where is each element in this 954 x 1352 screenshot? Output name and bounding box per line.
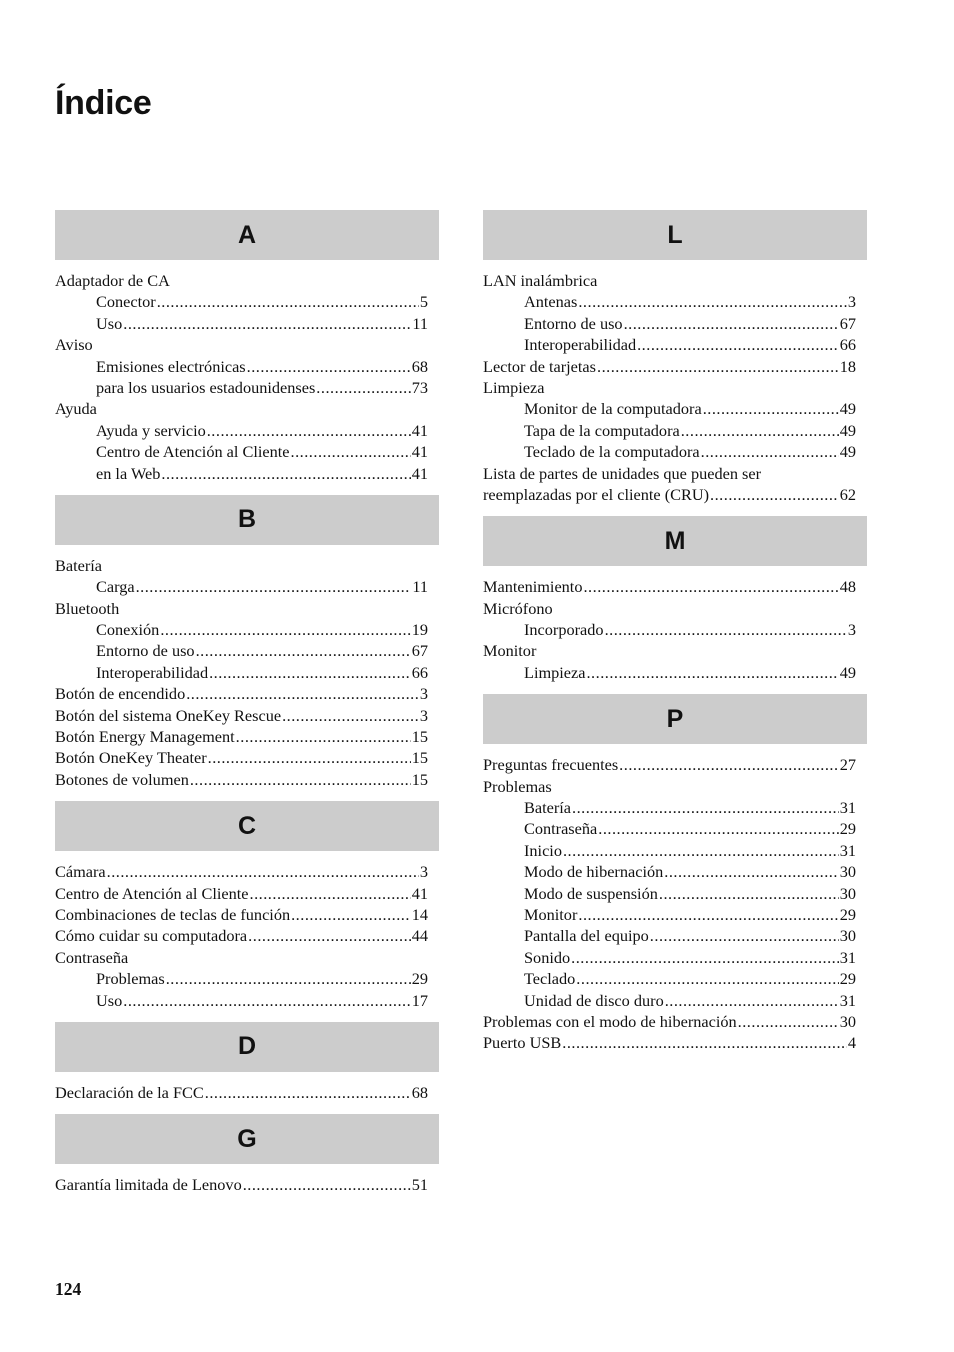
index-subentry: Sonido ..... 31 [483,947,856,968]
index-entry: Aviso [55,335,93,355]
entry-list-a [55,260,428,495]
index-entry-continuation: reemplazadas por el cliente (CRU) ..... 62 [483,484,856,505]
index-subentry: Uso ..... 17 [55,990,428,1011]
index-section-g [55,1114,439,1206]
index-subentry: Modo de suspensión ..... 30 [483,883,856,904]
section-header-d: D [55,1022,439,1072]
index-subentry: Limpieza ..... 49 [483,662,856,683]
index-subentry: Interoperabilidad ..... 66 [55,662,428,683]
index-entry: Bluetooth [55,598,120,618]
index-entry: Preguntas frecuentes ..... 27 [483,754,856,775]
index-subentry: Unidad de disco duro ..... 31 [483,990,856,1011]
index-subentry: Emisiones electrónicas ..... 68 [55,356,428,377]
section-header-a: A [55,210,439,260]
index-entry: Micrófono [483,598,553,618]
index-subentry: Teclado de la computadora ..... 49 [483,441,856,462]
index-column-right [483,210,867,1065]
index-subentry: Pantalla del equipo ..... 30 [483,925,856,946]
index-subentry: Entorno de uso ..... 67 [483,313,856,334]
index-section-p [483,694,867,1064]
index-entry: Mantenimiento ..... 48 [483,576,856,597]
page-number: 124 [55,1279,82,1299]
entry-list-b [55,545,428,801]
index-subentry: Antenas ..... 3 [483,291,856,312]
section-header-p: P [483,694,867,744]
index-subentry: Tapa de la computadora ..... 49 [483,420,856,441]
index-entry: Botón Energy Management ..... 15 [55,726,428,747]
section-header-m: M [483,516,867,566]
index-subentry: Batería ..... 31 [483,797,856,818]
index-subentry: Monitor ..... 29 [483,904,856,925]
index-entry: LAN inalámbrica [483,271,598,290]
index-section-m [483,516,867,694]
index-subentry: Conector ..... 5 [55,291,428,312]
index-entry: Lista de partes de unidades que pueden ser [483,463,762,483]
index-subentry: Conexión ..... 19 [55,619,428,640]
entry-list-c [55,851,428,1022]
index-subentry: para los usuarios estadounidenses ..... 73 [55,377,428,398]
section-header-l: L [483,210,867,260]
index-section-b [55,495,439,801]
index-subentry: Uso ..... 11 [55,313,428,334]
entry-list-g [55,1164,428,1206]
index-subentry: en la Web ..... 41 [55,463,428,484]
index-entry: Centro de Atención al Cliente ..... 41 [55,883,428,904]
index-entry: Combinaciones de teclas de función ..... 14 [55,904,428,925]
entry-list-m [483,566,856,694]
index-subentry: Carga ..... 11 [55,576,428,597]
index-entry: Botones de volumen ..... 15 [55,769,428,790]
index-entry: Puerto USB ..... 4 [483,1032,856,1053]
index-subentry: Ayuda y servicio ..... 41 [55,420,428,441]
index-entry: Declaración de la FCC ..... 68 [55,1082,428,1103]
index-entry: Contraseña [55,947,129,967]
index-entry: Problemas con el modo de hibernación ..... 30 [483,1011,856,1032]
entry-list-p [483,744,856,1064]
index-column-left [55,210,439,1207]
index-section-l [483,210,867,516]
section-header-c: C [55,801,439,851]
index-subentry: Centro de Atención al Cliente ..... 41 [55,441,428,462]
index-subentry: Monitor de la computadora ..... 49 [483,398,856,419]
index-section-d [55,1022,439,1114]
index-entry: Botón de encendido ..... 3 [55,683,428,704]
index-subentry: Entorno de uso ..... 67 [55,640,428,661]
index-subentry: Inicio ..... 31 [483,840,856,861]
index-entry: Limpieza [483,377,545,397]
page-title: Índice [55,84,152,122]
index-entry: Botón OneKey Theater ..... 15 [55,747,428,768]
index-entry: Monitor [483,641,537,661]
index-entry: Garantía limitada de Lenovo ..... 51 [55,1174,428,1195]
index-subentry: Modo de hibernación ..... 30 [483,861,856,882]
index-entry: Adaptador de CA [55,271,170,290]
index-entry: Lector de tarjetas ..... 18 [483,356,856,377]
index-entry: Ayuda [55,399,97,419]
index-entry: Cámara ..... 3 [55,861,428,882]
index-subentry: Contraseña ..... 29 [483,818,856,839]
entry-list-l [483,260,856,516]
index-subentry: Incorporado ..... 3 [483,619,856,640]
entry-list-d [55,1072,428,1114]
index-subentry: Teclado ..... 29 [483,968,856,989]
index-section-a [55,210,439,495]
index-subentry: Problemas ..... 29 [55,968,428,989]
index-entry: Problemas [483,776,552,796]
section-header-g: G [55,1114,439,1164]
section-header-b: B [55,495,439,545]
index-entry: Batería [55,555,103,575]
index-subentry: Interoperabilidad ..... 66 [483,334,856,355]
index-entry: Cómo cuidar su computadora ..... 44 [55,925,428,946]
index-section-c [55,801,439,1022]
index-entry: Botón del sistema OneKey Rescue ..... 3 [55,705,428,726]
